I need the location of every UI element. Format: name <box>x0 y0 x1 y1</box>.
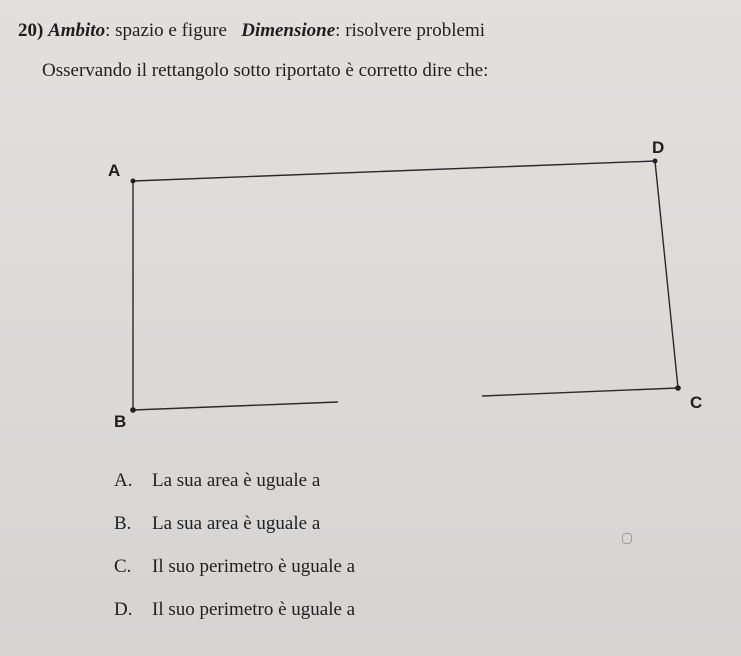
question-number: 20) <box>18 20 44 41</box>
option-text: Il suo perimetro è uguale a <box>152 556 356 577</box>
vertex-b-dot <box>130 407 136 413</box>
answer-option-d[interactable] <box>114 599 355 642</box>
answer-option-c[interactable] <box>114 556 355 599</box>
vertex-c-dot <box>675 385 681 391</box>
ambito-value: : spazio e figure <box>105 20 227 41</box>
vertex-label-b: B <box>114 412 127 431</box>
option-letter: C. <box>114 556 132 577</box>
side-dc <box>655 161 678 388</box>
answer-options <box>114 470 355 642</box>
side-ad <box>133 161 655 181</box>
dimensione-label: Dimensione <box>241 20 336 41</box>
vertex-label-a: A <box>108 161 121 180</box>
side-cb-left <box>133 402 338 410</box>
vertex-label-c: C <box>690 393 703 412</box>
answer-option-a[interactable] <box>114 470 355 513</box>
option-text: La sua area è uguale a <box>152 513 321 534</box>
option-text: Il suo perimetro è uguale a <box>152 599 356 620</box>
question-instruction: Osservando il rettangolo sotto riportato è corretto dire che: <box>42 60 489 81</box>
stray-pen-mark <box>622 533 632 544</box>
side-cb-right <box>482 388 678 396</box>
answer-option-b[interactable] <box>114 513 355 556</box>
option-letter: D. <box>114 599 133 620</box>
option-letter: A. <box>114 470 133 491</box>
vertex-a-dot <box>131 179 136 184</box>
option-letter: B. <box>114 513 132 534</box>
dimensione-value: : risolvere problemi <box>335 20 486 41</box>
vertex-label-d: D <box>652 138 665 157</box>
vertex-d-dot <box>653 159 658 164</box>
ambito-label: Ambito <box>48 20 106 41</box>
option-text: La sua area è uguale a <box>152 470 321 491</box>
